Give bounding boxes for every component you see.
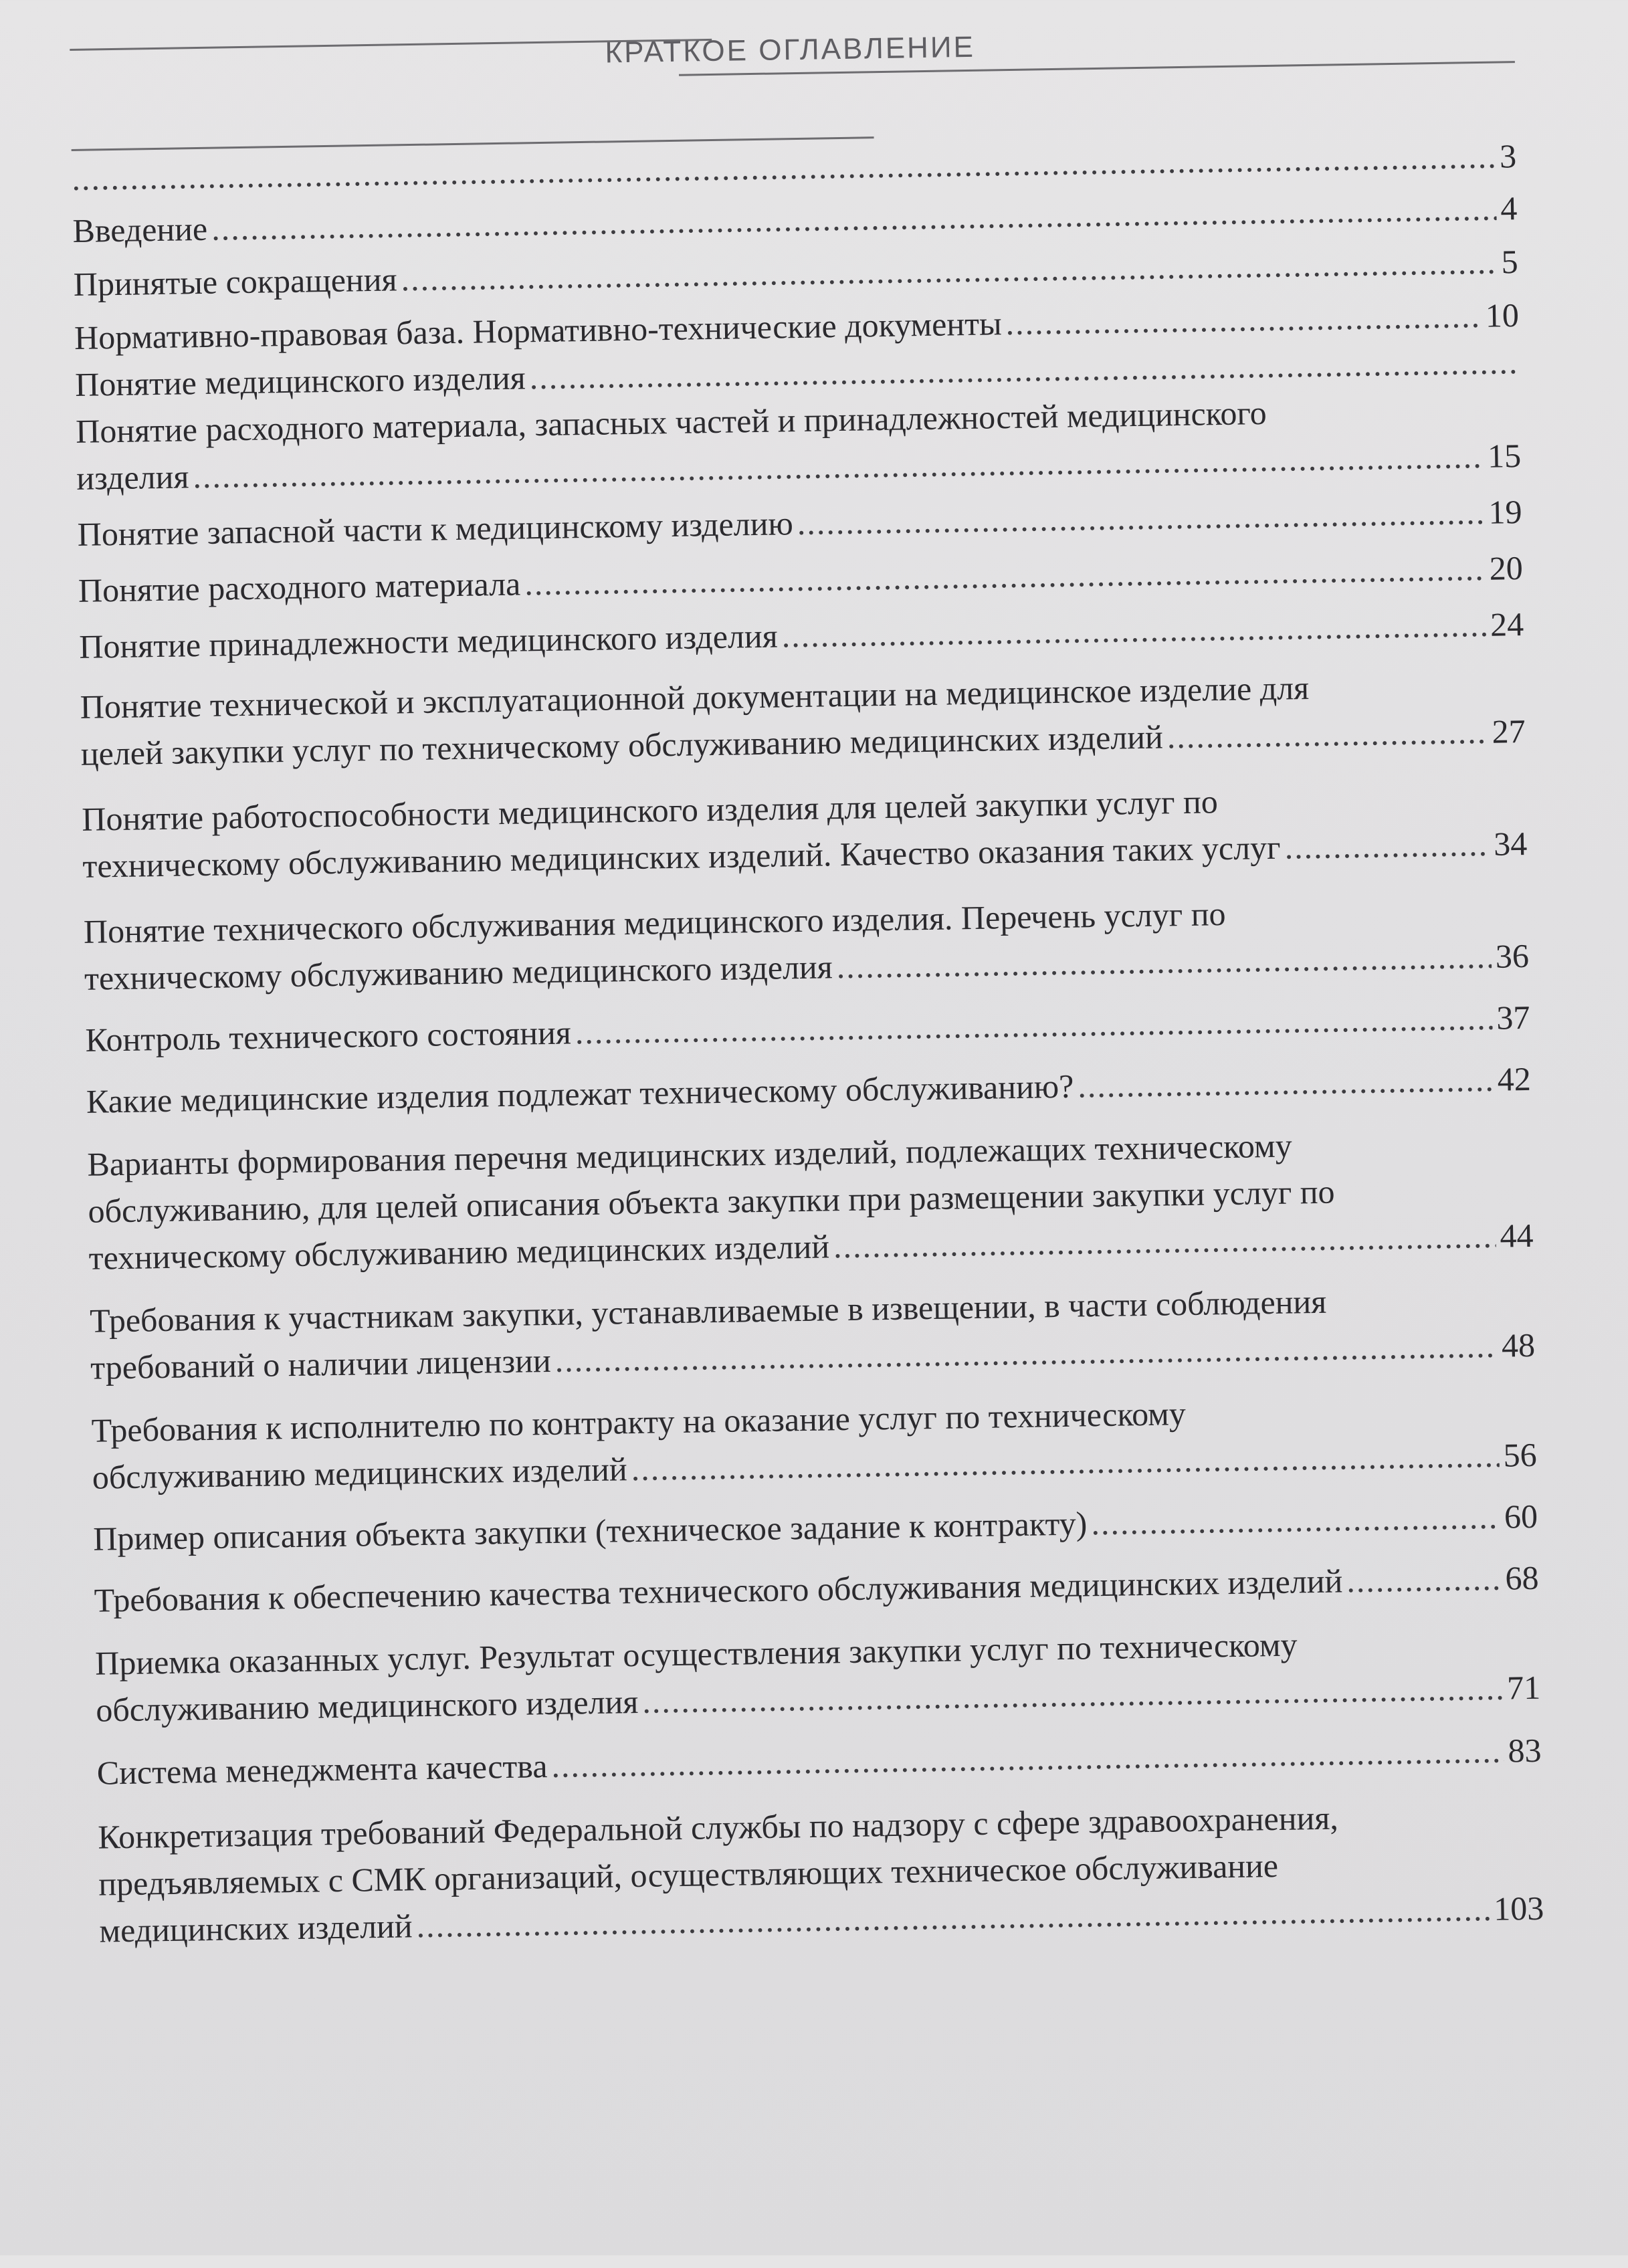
toc-entry-line: Понятие расходного материала, запасных частей и принадлежностей медицинского: [75, 393, 1267, 450]
toc-entry-last-line: [93, 1493, 1538, 1562]
toc-page-number: 24: [1490, 605, 1524, 643]
toc-entry-line: Понятие технического обслуживания медицинского изделия. Перечень услуг по: [83, 895, 1226, 950]
toc-entry: [94, 1554, 1539, 1624]
table-of-contents: [72, 132, 1544, 1954]
toc-page-number: 103: [1493, 1889, 1544, 1928]
toc-page-number: 20: [1489, 548, 1524, 587]
toc-page-number: 44: [1500, 1216, 1534, 1255]
toc-entry-title: Контроль технического состояния: [85, 1013, 572, 1059]
toc-entry: [93, 1493, 1538, 1562]
toc-entry-title: техническому обслуживанию медицинского изделия: [84, 948, 833, 997]
toc-entry-line: предъявляемых с СМК организаций, осуществляющих техническое обслуживание: [98, 1846, 1279, 1903]
toc-page-number: 19: [1488, 492, 1522, 531]
toc-page-number: 56: [1503, 1435, 1538, 1474]
page-heading: КРАТКОЕ ОГЛАВЛЕНИЕ: [605, 30, 976, 70]
toc-entry-title: Требования к обеспечению качества технического обслуживания медицинских изделий: [94, 1562, 1343, 1619]
toc-entry-title: требований о наличии лицензии: [90, 1341, 552, 1386]
toc-entry-last-line: [94, 1554, 1539, 1624]
toc-page-number: 42: [1497, 1059, 1532, 1098]
toc-entry-title: Понятие расходного материала: [78, 564, 521, 609]
toc-leader-dots: [524, 545, 1486, 607]
toc-leader-dots: [1284, 821, 1490, 871]
toc-page-number: 4: [1500, 189, 1518, 227]
toc-entry-title: Система менеджмента качества: [96, 1747, 548, 1792]
toc-entry-last-line: [85, 994, 1530, 1063]
toc-page-number: 48: [1501, 1326, 1536, 1364]
toc-entry: [83, 886, 1529, 1002]
toc-leader-dots: [551, 1728, 1504, 1789]
toc-page-number: 27: [1492, 712, 1526, 750]
toc-entry-title: Какие медицинские изделия подлежат техническому обслуживанию?: [86, 1067, 1074, 1120]
toc-entry: [95, 1617, 1541, 1734]
toc-entry-line: Требования к участникам закупки, устанавливаемые в извещении, в части соблюдения: [89, 1282, 1327, 1340]
toc-entry-title: Нормативно-правовая база. Нормативно-технические документы: [74, 304, 1002, 356]
toc-page-number: 68: [1505, 1558, 1539, 1597]
toc-entry: [80, 661, 1526, 777]
toc-page-number: 3: [1499, 137, 1517, 175]
toc-leader-dots: [797, 489, 1485, 546]
toc-entry-line: Варианты формирования перечня медицинских изделий, подлежащих техническому: [87, 1126, 1293, 1183]
toc-leader-dots: [1166, 708, 1488, 760]
toc-leader-dots: [833, 1213, 1496, 1270]
toc-entry: [87, 1118, 1534, 1281]
toc-page-number: 10: [1485, 296, 1520, 334]
toc-entry-title: целей закупки услуг по техническому обслуживанию медицинских изделий: [80, 718, 1164, 772]
toc-entry: [86, 1055, 1531, 1125]
toc-entry-last-line: [86, 1055, 1531, 1125]
toc-entry-title: обслуживанию медицинских изделий: [92, 1450, 628, 1496]
toc-page-number: 5: [1501, 243, 1519, 281]
toc-page-number: 71: [1506, 1668, 1541, 1707]
toc-entry-line: обслуживанию, для целей описания объекта закупки при размещении закупки услуг по: [88, 1172, 1335, 1230]
toc-entry: [91, 1384, 1537, 1501]
toc-leader-dots: [401, 239, 1498, 303]
toc-entry-title: Введение: [72, 209, 208, 249]
toc-entry: [96, 1727, 1542, 1796]
toc-entry-last-line: [79, 601, 1524, 670]
toc-entry-title: медицинских изделий: [99, 1907, 413, 1950]
toc-entry: [82, 773, 1528, 890]
toc-page-number: 60: [1504, 1497, 1538, 1536]
toc-page-number: 37: [1496, 998, 1530, 1037]
toc-entry-title: изделия: [76, 457, 189, 497]
toc-page-number: 15: [1487, 437, 1522, 475]
toc-entry-title: Понятие запасной части к медицинскому изделию: [77, 504, 794, 553]
toc-entry-title: техническому обслуживанию медицинских изделий: [88, 1227, 830, 1277]
toc-leader-dots: [575, 995, 1493, 1056]
toc-leader-dots: [1091, 1493, 1501, 1547]
toc-leader-dots: [1078, 1056, 1494, 1110]
toc-entry: [98, 1791, 1544, 1954]
toc-entry: [85, 994, 1530, 1063]
toc-entry-line: Конкретизация требований Федеральной службы по надзору с сфере здравоохранения,: [97, 1798, 1339, 1856]
toc-entry-title: Понятие медицинского изделия: [74, 358, 526, 403]
toc-leader-dots: [836, 933, 1492, 990]
toc-entry-line: Требования к исполнителю по контракту на оказание услуг по техническому: [91, 1395, 1187, 1449]
toc-entry-title: Понятие принадлежности медицинского изделия: [78, 617, 779, 665]
toc-entry-line: Понятие работоспособности медицинского изделия для целей закупки услуг по: [81, 783, 1219, 838]
toc-leader-dots: [1346, 1555, 1502, 1605]
toc-entry: [90, 1275, 1536, 1391]
toc-entry-title: техническому обслуживанию медицинских изделий. Качество оказания таких услуг: [82, 828, 1281, 885]
toc-page-number: 83: [1508, 1731, 1542, 1770]
toc-entry: [79, 601, 1524, 670]
toc-page-number: 34: [1493, 824, 1528, 863]
toc-entry-title: обслуживанию медицинского изделия: [95, 1682, 639, 1729]
toc-page-number: 36: [1495, 936, 1530, 975]
toc-leader-dots: [781, 601, 1487, 659]
toc-entry-line: Понятие технической и эксплуатационной документации на медицинское изделие для: [80, 669, 1310, 726]
toc-entry-line: Приемка оказанных услуг. Результат осуществления закупки услуг по техническому: [94, 1625, 1298, 1682]
toc-entry-last-line: [96, 1727, 1542, 1796]
toc-entry-title: Пример описания объекта закупки (техническое задание к контракту): [92, 1504, 1088, 1558]
toc-leader-dots: [1005, 292, 1482, 346]
toc-entry-title: Принятые сокращения: [73, 260, 397, 303]
